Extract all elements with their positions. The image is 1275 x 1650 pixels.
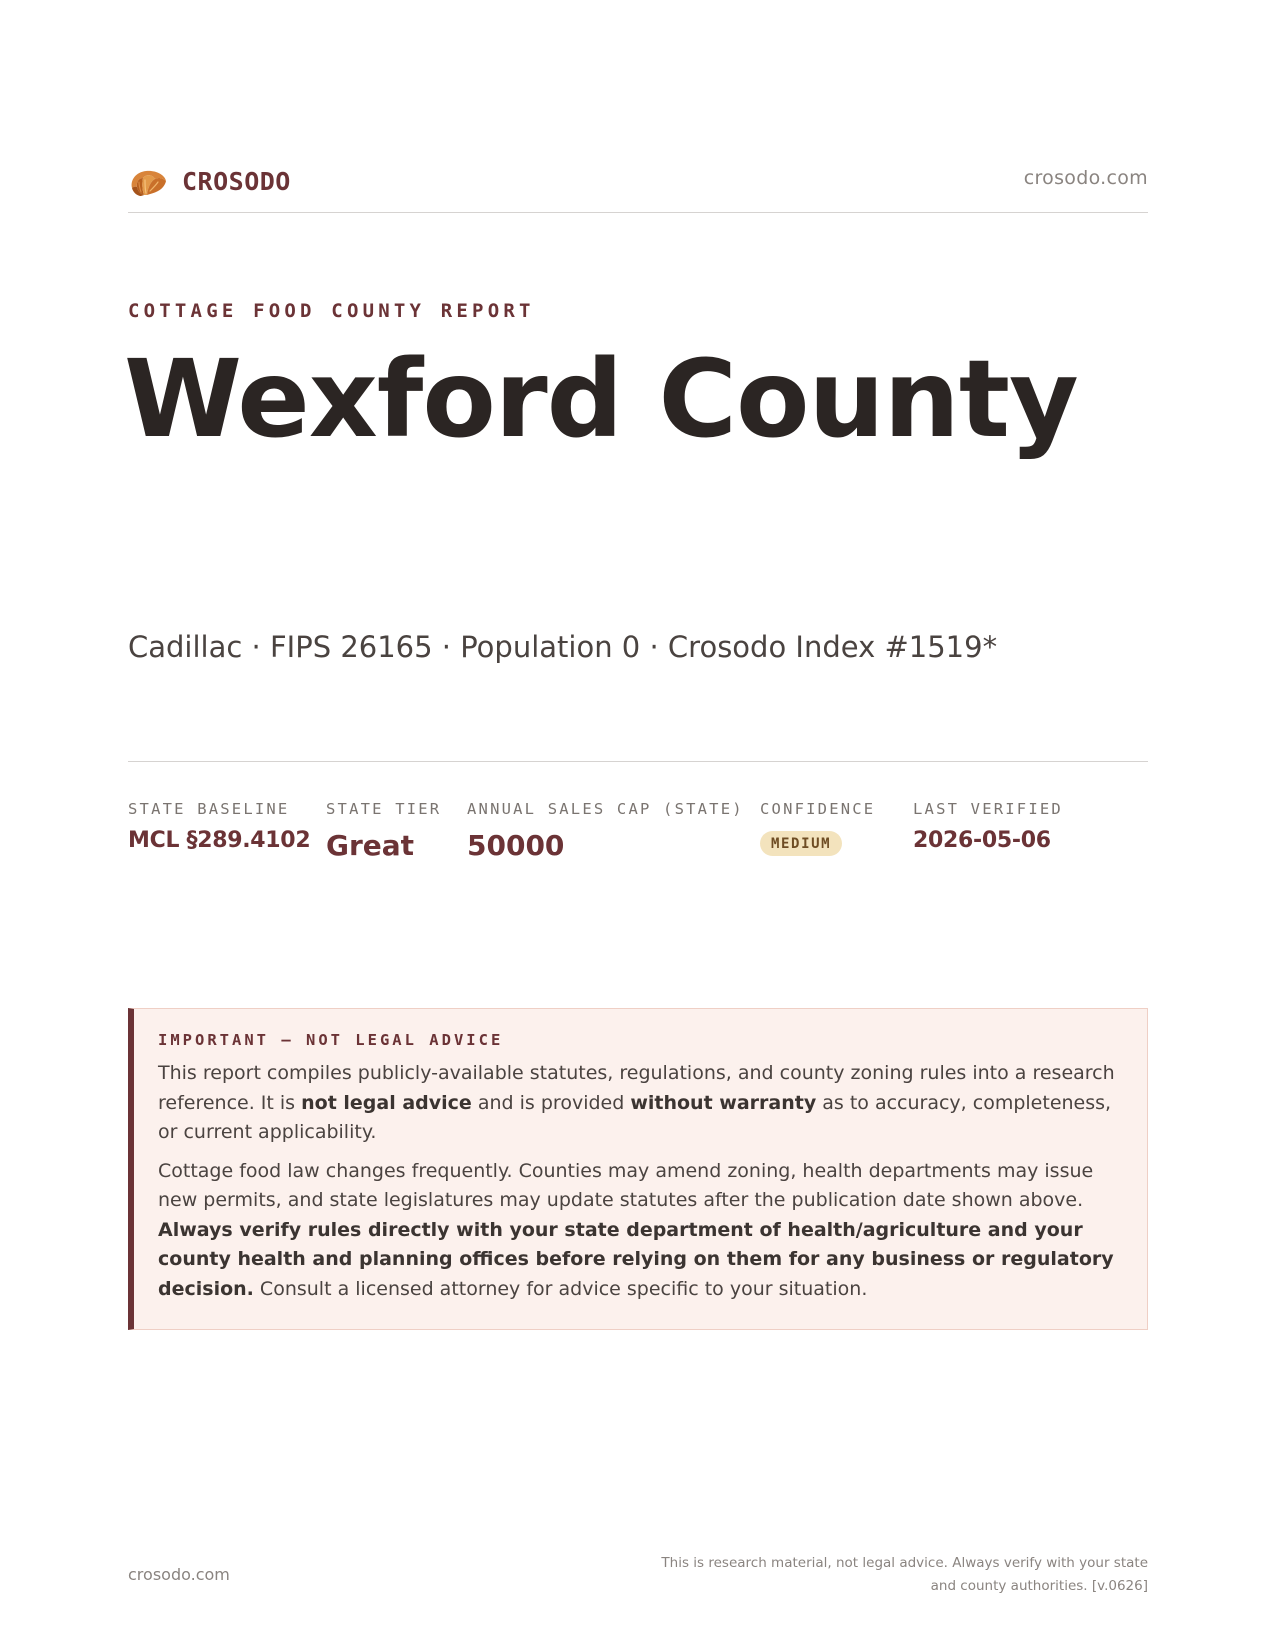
- fact-value: MCL §289.4102: [128, 828, 311, 853]
- site-url-link[interactable]: crosodo.com: [1023, 167, 1148, 189]
- page-header: [128, 158, 1148, 213]
- confidence-badge: MEDIUM: [760, 831, 842, 856]
- fact-confidence: [760, 800, 875, 856]
- brand[interactable]: [128, 162, 291, 200]
- brand-name: CROSODO: [182, 166, 291, 196]
- facts-row: [128, 800, 1148, 870]
- fact-state-baseline: [128, 800, 310, 853]
- footer-site-url[interactable]: crosodo.com: [128, 1565, 230, 1584]
- report-page: [124, 0, 1148, 1650]
- footer-disclaimer-line: and county authorities. [v.0626]: [930, 1578, 1148, 1594]
- croissant-icon: [128, 162, 168, 200]
- county-summary-line: Cadillac · FIPS 26165 · Population 0 · Crosodo Index #1519*: [128, 630, 998, 664]
- fact-label: ANNUAL SALES CAP (STATE): [467, 800, 744, 818]
- report-type-label: COTTAGE FOOD COUNTY REPORT: [128, 300, 535, 322]
- section-divider: [128, 761, 1148, 762]
- fact-label: STATE BASELINE: [128, 800, 290, 818]
- fact-state-tier: [326, 800, 441, 862]
- notice-paragraph-1: [158, 1059, 1121, 1148]
- notice-emphasis: not legal advice: [301, 1091, 472, 1114]
- notice-text: and is provided: [471, 1091, 631, 1114]
- fact-label: STATE TIER: [326, 800, 442, 818]
- notice-text: as to accuracy, completeness, or current applicability.: [158, 1091, 1112, 1143]
- footer-disclaimer: [608, 1552, 1148, 1598]
- fact-last-verified: [913, 800, 1063, 853]
- fact-label: LAST VERIFIED: [913, 800, 1063, 818]
- notice-emphasis: Always verify rules directly with your state department of health/agriculture and your county health and planning offices before relying on them for any business or regulatory decision.: [158, 1218, 1114, 1300]
- fact-value: 50000: [467, 829, 565, 862]
- notice-text: Cottage food law changes frequently. Counties may amend zoning, health departments may issue new permits, and state legislatures may update statutes after the publication date shown above.: [158, 1159, 1094, 1211]
- county-title: Wexford County: [124, 338, 1078, 462]
- fact-annual-sales-cap: [467, 800, 744, 862]
- fact-value: Great: [326, 829, 415, 862]
- notice-paragraph-2: [158, 1157, 1121, 1305]
- footer-disclaimer-line: This is research material, not legal advice. Always verify with your state: [661, 1555, 1148, 1571]
- fact-label: CONFIDENCE: [760, 800, 876, 818]
- legal-notice-box: [128, 1008, 1148, 1330]
- fact-value: 2026-05-06: [913, 828, 1051, 853]
- notice-text: Consult a licensed attorney for advice specific to your situation.: [253, 1277, 868, 1300]
- notice-emphasis: without warranty: [630, 1091, 817, 1114]
- notice-text: This report compiles publicly-available statutes, regulations, and county zoning rules into a research reference. It is: [158, 1062, 1115, 1114]
- notice-title: IMPORTANT — NOT LEGAL ADVICE: [158, 1031, 504, 1049]
